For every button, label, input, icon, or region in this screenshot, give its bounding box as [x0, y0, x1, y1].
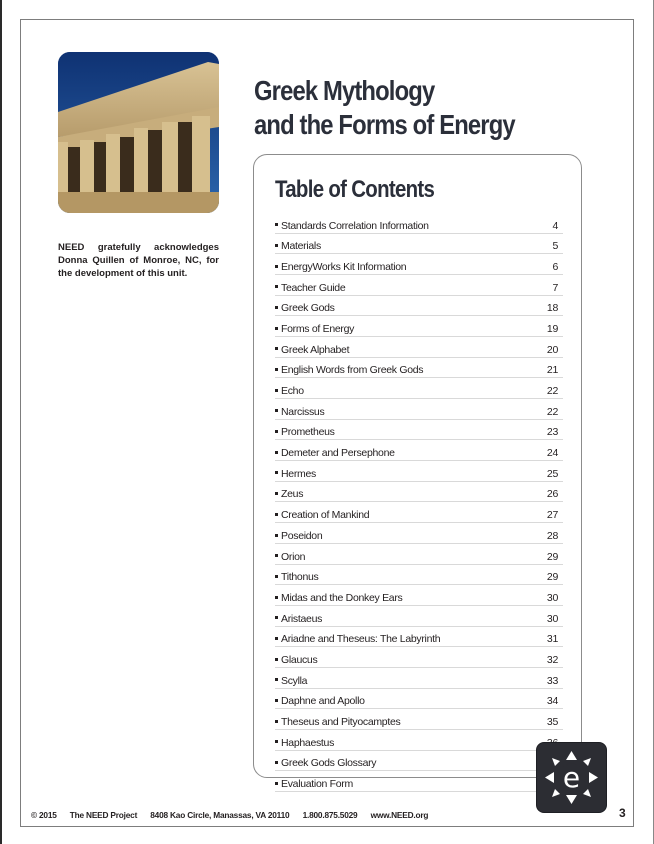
toc-item[interactable]: [275, 586, 563, 606]
toc-item[interactable]: [275, 421, 563, 441]
parthenon-photo: [58, 52, 219, 213]
toc-item-text: Theseus and Pityocamptes: [281, 716, 401, 728]
toc-item-page: 22: [546, 405, 558, 418]
bullet-icon: [275, 513, 278, 516]
toc-item[interactable]: [275, 711, 563, 731]
toc-item-label: [275, 488, 303, 500]
toc-item-label: [275, 364, 423, 376]
toc-item-page: 20: [546, 343, 558, 356]
footer-copyright: © 2015: [31, 810, 57, 820]
toc-item-page: 30: [546, 612, 558, 625]
bullet-icon: [275, 678, 278, 681]
bullet-icon: [275, 596, 278, 599]
bullet-icon: [275, 430, 278, 433]
page-title: [254, 74, 515, 142]
toc-item[interactable]: [275, 442, 563, 462]
toc-item-text: Hermes: [281, 467, 316, 480]
toc-item[interactable]: [275, 338, 563, 358]
bullet-icon: [275, 327, 278, 330]
toc-item-label: [275, 675, 307, 687]
toc-item-label: [275, 571, 318, 583]
toc-item-text: Aristaeus: [281, 612, 323, 625]
toc-item[interactable]: [275, 648, 563, 668]
toc-item-label: [275, 633, 440, 645]
bullet-icon: [275, 223, 278, 226]
svg-text:e: e: [562, 761, 581, 794]
bullet-icon: [275, 306, 278, 309]
toc-item-label: [275, 737, 334, 749]
toc-item-text: English Words from Greek Gods: [281, 364, 424, 377]
toc-item[interactable]: [275, 276, 563, 296]
toc-item-text: Prometheus: [281, 426, 335, 439]
bullet-icon: [275, 575, 278, 578]
toc-item[interactable]: [275, 607, 563, 627]
toc-item[interactable]: [275, 317, 563, 337]
toc-item-label: [275, 282, 345, 294]
bullet-icon: [275, 658, 278, 661]
toc-item-page: 29: [546, 550, 558, 563]
toc-item-text: Poseidon: [281, 529, 323, 542]
bullet-icon: [275, 720, 278, 723]
toc-item-page: 26: [546, 488, 558, 501]
toc-item-page: 34: [546, 695, 558, 708]
toc-item-text: Greek Gods Glossary: [281, 757, 377, 770]
toc-item-page: 33: [546, 674, 558, 687]
toc-item-text: Tithonus: [281, 571, 319, 584]
parthenon-image-icon: [58, 52, 219, 213]
toc-item-page: 28: [546, 529, 558, 542]
toc-item[interactable]: [275, 566, 563, 586]
toc-item-label: [275, 592, 402, 604]
toc-item-text: Evaluation Form: [281, 778, 353, 791]
title-line-1: Greek Mythology: [254, 75, 435, 106]
toc-item[interactable]: [275, 297, 563, 317]
toc-item-label: [275, 530, 322, 542]
toc-item-text: Forms of Energy: [281, 322, 355, 335]
bullet-icon: [275, 409, 278, 412]
toc-item-text: Midas and the Donkey Ears: [281, 591, 403, 604]
toc-item-page: 19: [546, 322, 558, 335]
bullet-icon: [275, 554, 278, 557]
page-edge: [0, 0, 2, 844]
footer-website[interactable]: www.NEED.org: [370, 810, 429, 820]
toc-item-page: 24: [546, 447, 558, 460]
toc-item-page: 30: [546, 591, 558, 604]
toc-item-page: 21: [546, 364, 558, 377]
toc-item-text: Orion: [281, 550, 306, 563]
toc-item-page: 6: [552, 260, 558, 273]
toc-item[interactable]: [275, 545, 563, 565]
footer-organization: The NEED Project: [69, 810, 138, 820]
toc-item-label: [275, 695, 365, 707]
toc-item[interactable]: [275, 752, 563, 772]
toc-item-page: 32: [546, 653, 558, 666]
energy-e-logo-icon: [537, 743, 606, 812]
toc-item-label: [275, 716, 400, 728]
toc-item-label: [275, 757, 376, 769]
toc-item-page: 18: [546, 302, 558, 315]
toc-item-label: [275, 778, 353, 790]
toc-item-page: 22: [546, 385, 558, 397]
acknowledgement-text: NEED gratefully acknowledges Donna Quillen of Monroe, NC, for the development of this unit.: [58, 242, 219, 279]
toc-item-page: 29: [546, 571, 558, 584]
toc-item-label: [275, 220, 429, 232]
footer: [31, 810, 439, 820]
bullet-icon: [275, 389, 278, 392]
toc-item-label: [275, 323, 354, 335]
need-logo: [537, 743, 606, 812]
toc-item-text: Daphne and Apollo: [281, 695, 365, 708]
toc-item[interactable]: [275, 359, 563, 379]
toc-item-text: Echo: [281, 385, 304, 397]
title-line-2: and the Forms of Energy: [254, 109, 515, 140]
toc-item-text: Scylla: [281, 674, 308, 687]
toc-item-text: Glaucus: [281, 653, 318, 666]
toc-item-label: [275, 261, 406, 273]
toc-item-label: [275, 654, 317, 666]
toc-item-label: [275, 385, 304, 397]
toc-item[interactable]: [275, 255, 563, 275]
toc-item[interactable]: [275, 628, 563, 648]
toc-item-label: [275, 426, 335, 438]
bullet-icon: [275, 347, 278, 350]
toc-heading: Table of Contents: [275, 176, 435, 203]
toc-item-page: 27: [546, 509, 558, 522]
bullet-icon: [275, 616, 278, 619]
bullet-icon: [275, 244, 278, 247]
toc-item-label: [275, 240, 321, 252]
toc-item[interactable]: [275, 773, 563, 793]
toc-item-page: 7: [552, 281, 558, 294]
bullet-icon: [275, 471, 278, 474]
toc-item-text: Narcissus: [281, 405, 325, 418]
toc-item[interactable]: [275, 214, 563, 234]
toc-item-text: Standards Correlation Information: [281, 219, 429, 232]
toc-item-text: Ariadne and Theseus: The Labyrinth: [281, 633, 441, 646]
toc-item[interactable]: [275, 504, 563, 524]
toc-item-text: Greek Alphabet: [281, 343, 350, 356]
bullet-icon: [275, 492, 278, 495]
toc-item-text: EnergyWorks Kit Information: [281, 260, 407, 273]
toc-item[interactable]: [275, 731, 563, 751]
toc-item-label: [275, 509, 369, 521]
toc-item-label: [275, 406, 324, 418]
toc-item-text: Teacher Guide: [281, 281, 346, 294]
toc-item-page: 31: [546, 633, 558, 646]
toc-item-text: Haphaestus: [281, 736, 335, 749]
toc-item-page: 25: [546, 467, 558, 480]
toc-item-page: 35: [546, 716, 558, 728]
toc-item-page: 23: [546, 426, 558, 439]
toc-item-text: Zeus: [281, 488, 304, 501]
bullet-icon: [275, 451, 278, 454]
toc-item-page: 5: [552, 240, 558, 253]
bullet-icon: [275, 637, 278, 640]
bullet-icon: [275, 761, 278, 764]
page-number: 3: [619, 806, 626, 820]
bullet-icon: [275, 368, 278, 371]
toc-item[interactable]: [275, 462, 563, 482]
toc-item-label: [275, 302, 335, 314]
toc-item-label: [275, 613, 322, 625]
footer-address: 8408 Kao Circle, Manassas, VA 20110: [150, 810, 290, 820]
toc-item[interactable]: [275, 669, 563, 689]
toc-item[interactable]: [275, 690, 563, 710]
toc-item[interactable]: [275, 235, 563, 255]
footer-phone: 1.800.875.5029: [302, 810, 358, 820]
bullet-icon: [275, 285, 278, 288]
bullet-icon: [275, 782, 278, 785]
toc-item-text: Greek Gods: [281, 302, 335, 315]
bullet-icon: [275, 534, 278, 537]
toc-item[interactable]: [275, 380, 563, 400]
toc-item-text: Demeter and Persephone: [281, 447, 395, 460]
toc-item[interactable]: [275, 400, 563, 420]
toc-item[interactable]: [275, 483, 563, 503]
bullet-icon: [275, 699, 278, 702]
toc-item-label: [275, 468, 316, 480]
toc-item-page: 4: [552, 219, 558, 232]
toc-item-label: [275, 344, 349, 356]
toc-list: [275, 214, 563, 793]
toc-item-label: [275, 447, 395, 459]
bullet-icon: [275, 265, 278, 268]
toc-item-text: Creation of Mankind: [281, 509, 370, 522]
bullet-icon: [275, 740, 278, 743]
toc-item-text: Materials: [281, 240, 321, 253]
toc-item[interactable]: [275, 524, 563, 544]
toc-item-label: [275, 551, 305, 563]
